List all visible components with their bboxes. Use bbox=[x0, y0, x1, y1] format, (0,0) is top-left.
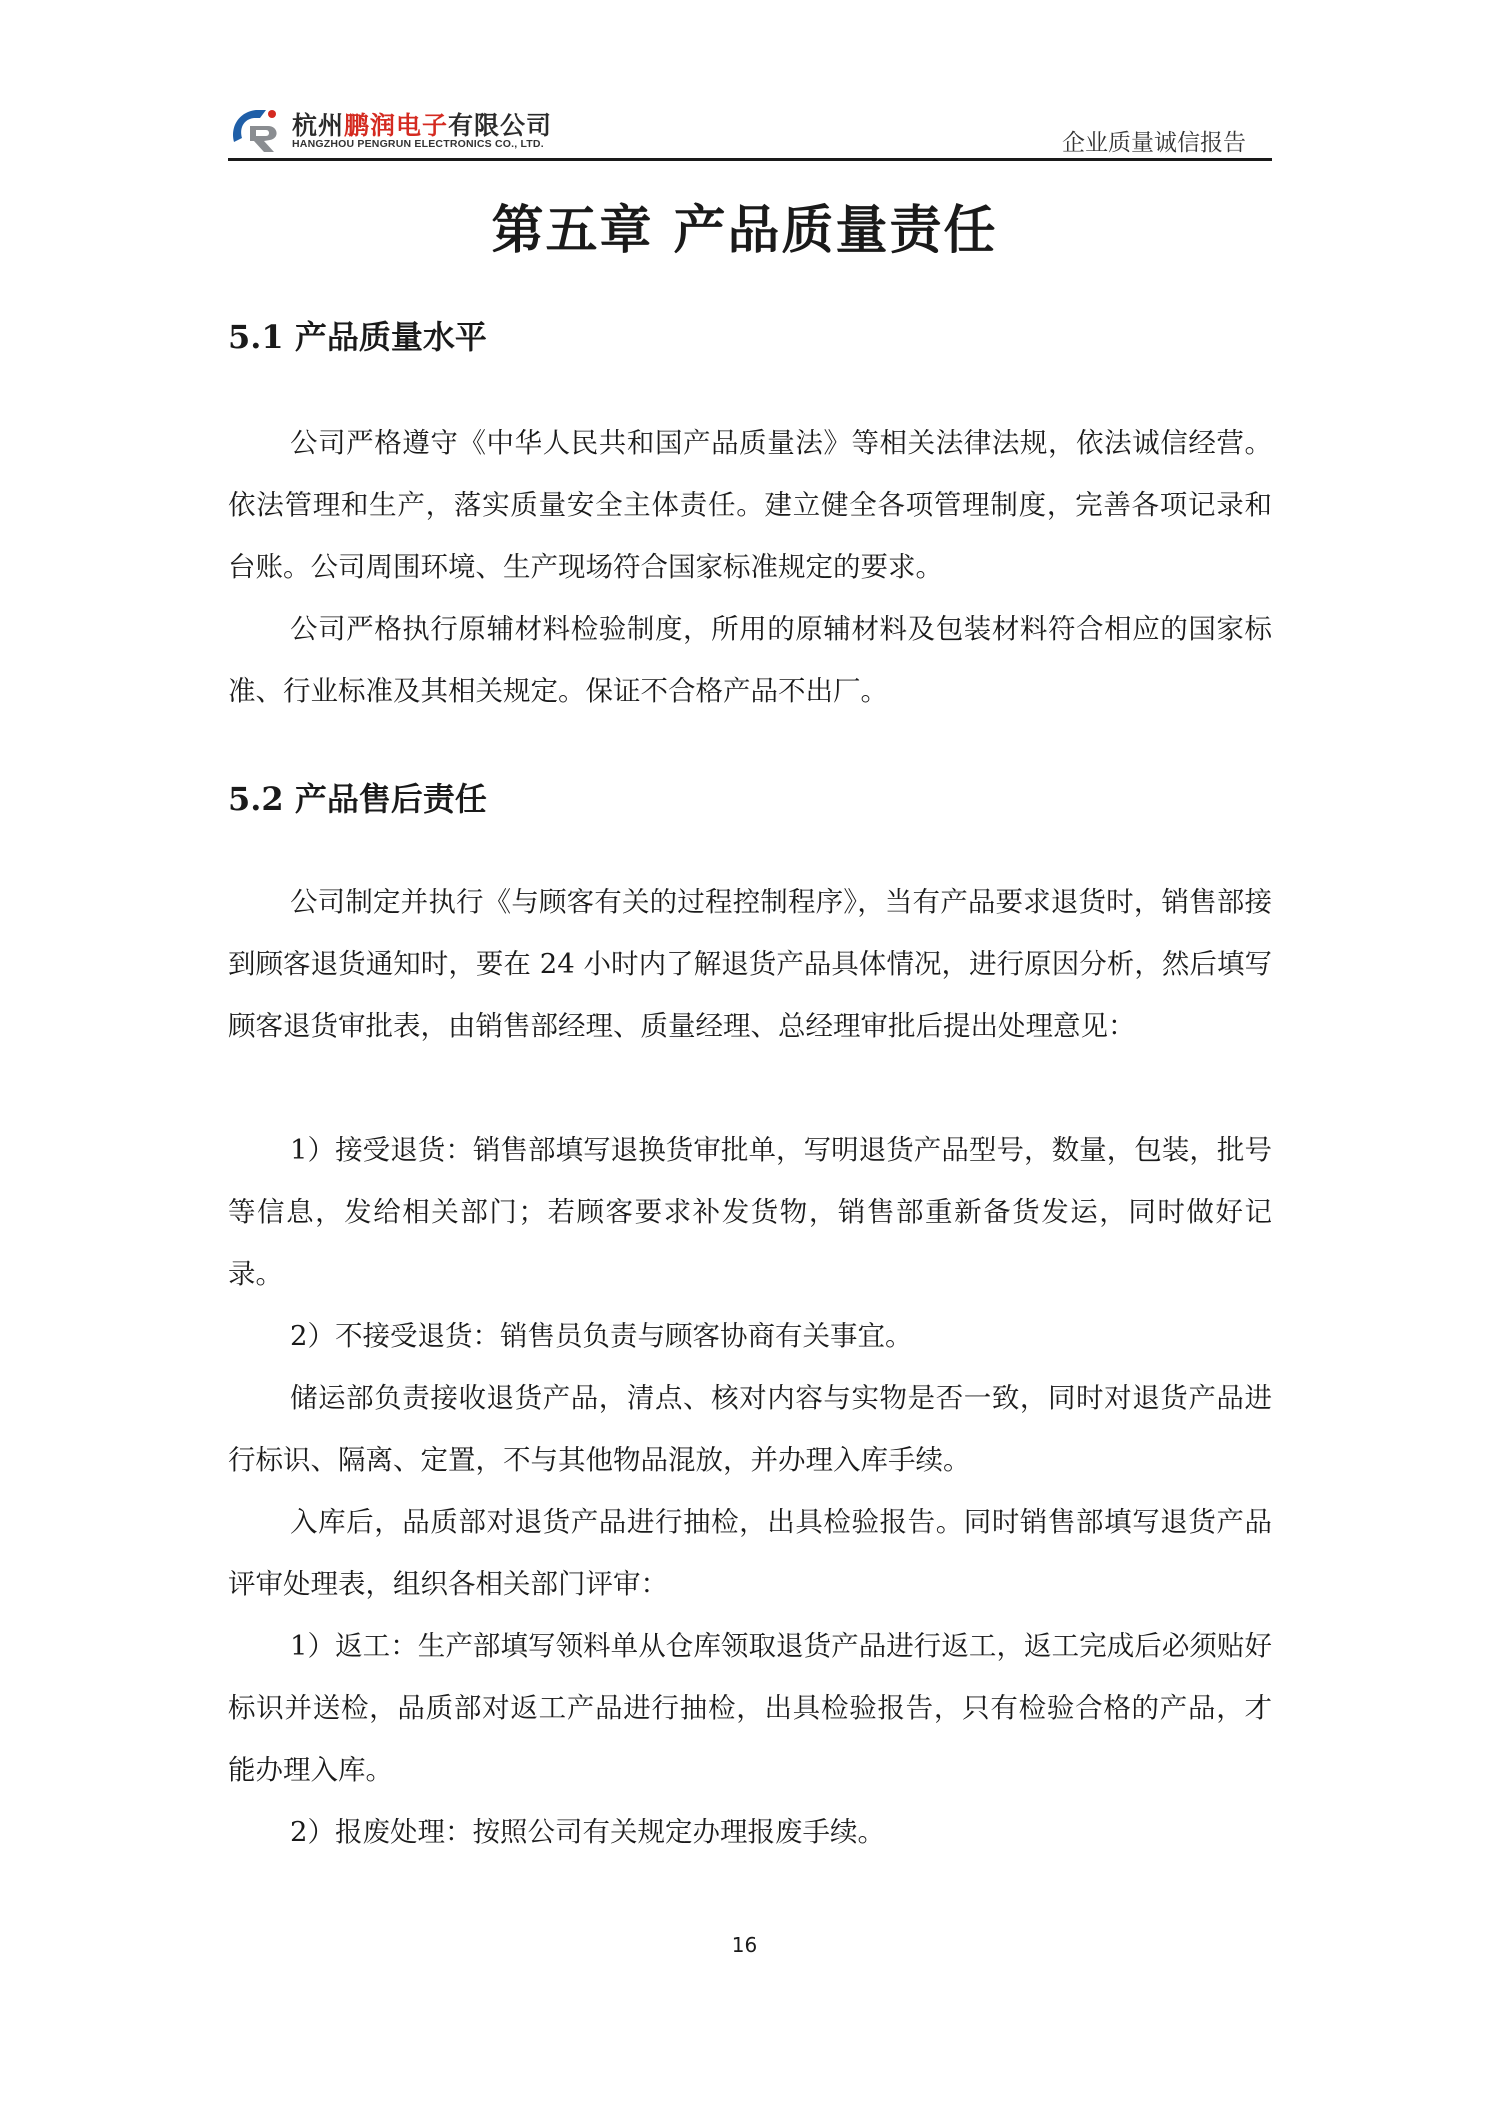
section-heading: 5.2 产品售后责任 bbox=[228, 780, 487, 818]
paragraph: 2）不接受退货：销售员负责与顾客协商有关事宜。 bbox=[290, 1320, 913, 1352]
company-name-en: HANGZHOU PENGRUN ELECTRONICS CO., LTD. bbox=[292, 138, 544, 150]
paragraph: 公司制定并执行《与顾客有关的过程控制程序》，当有产品要求退货时，销售部接到顾客退货通知时，要在 24 小时内了解退货产品具体情况，进行原因分析，然后填写顾客退货审批表，由销售部经理、质量经理、总经理审批后提出处理意见： bbox=[228, 886, 1272, 1042]
paragraph: 1）返工：生产部填写领料单从仓库领取退货产品进行返工，返工完成后必须贴好标识并送检，品质部对返工产品进行抽检，出具检验报告，只有检验合格的产品，才能办理入库。 bbox=[228, 1630, 1272, 1786]
paragraph: 储运部负责接收退货产品，清点、核对内容与实物是否一致，同时对退货产品进行标识、隔离、定置，不与其他物品混放，并办理入库手续。 bbox=[228, 1382, 1272, 1476]
paragraph: 公司严格遵守《中华人民共和国产品质量法》等相关法律法规，依法诚信经营。依法管理和生产，落实质量安全主体责任。建立健全各项管理制度，完善各项记录和台账。公司周围环境、生产现场符合国家标准规定的要求。 bbox=[228, 427, 1272, 583]
pengrun-logo-icon bbox=[228, 104, 284, 154]
paragraph: 公司严格执行原辅材料检验制度，所用的原辅材料及包装材料符合相应的国家标准、行业标准及其相关规定。保证不合格产品不出厂。 bbox=[228, 613, 1272, 707]
page-header bbox=[228, 100, 1272, 161]
company-name-part: 有限公司 bbox=[448, 111, 553, 140]
company-name-part: 鹏润电子 bbox=[344, 111, 449, 140]
company-name-cn bbox=[292, 106, 552, 142]
chapter-title: 第五章 产品质量责任 bbox=[491, 200, 998, 261]
section-heading: 5.1 产品质量水平 bbox=[228, 318, 487, 356]
paragraph: 入库后，品质部对退货产品进行抽检，出具检验报告。同时销售部填写退货产品评审处理表，组织各相关部门评审： bbox=[228, 1506, 1272, 1600]
company-name-part: 杭州 bbox=[292, 111, 345, 140]
report-title: 企业质量诚信报告 bbox=[1062, 130, 1246, 156]
paragraph: 1）接受退货：销售部填写退换货审批单，写明退货产品型号，数量，包装，批号等信息，发给相关部门；若顾客要求补发货物，销售部重新备货发运，同时做好记录。 bbox=[228, 1134, 1272, 1290]
paragraph: 2）报废处理：按照公司有关规定办理报废手续。 bbox=[290, 1816, 885, 1848]
page-number: 16 bbox=[731, 1933, 758, 1957]
